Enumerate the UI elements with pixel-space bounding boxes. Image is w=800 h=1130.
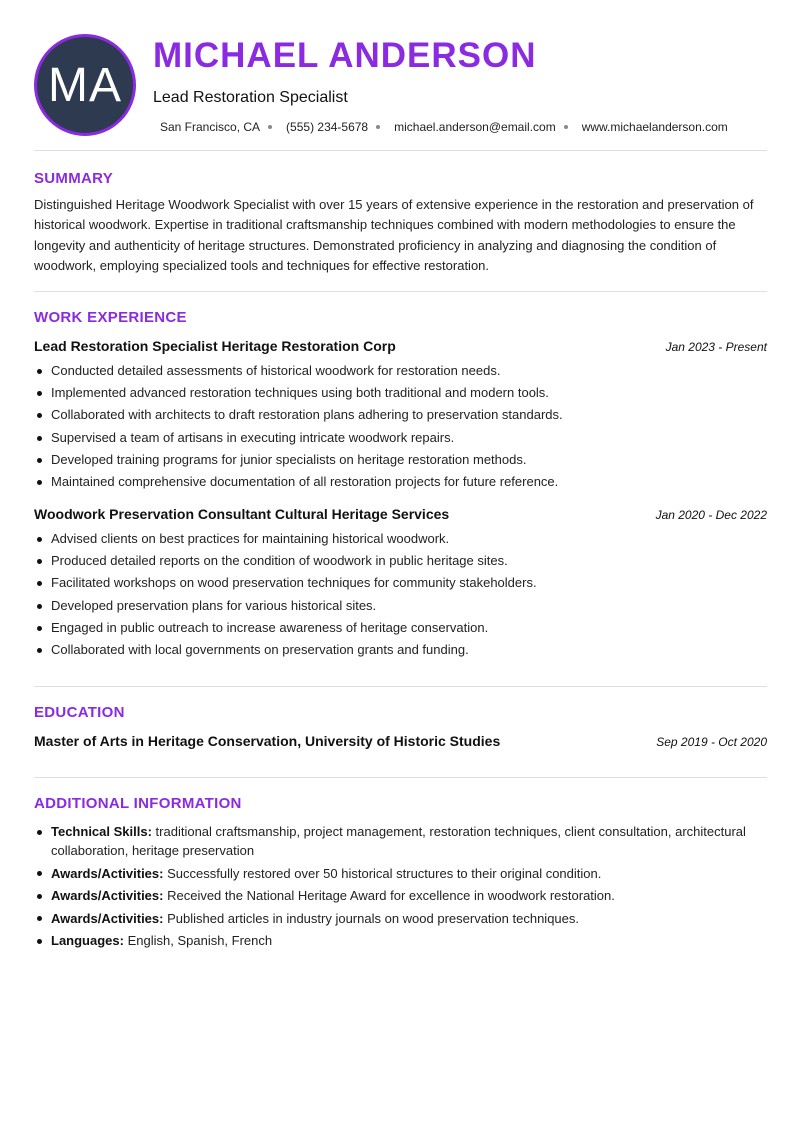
education-degree: Master of Arts in Heritage Conservation, University of Historic Studies [34, 733, 501, 749]
list-item [34, 886, 769, 905]
list-item: Supervised a team of artisans in executing intricate woodwork repairs. [34, 427, 769, 449]
divider [34, 291, 767, 292]
list-item: Collaborated with architects to draft restoration plans adhering to preservation standards. [34, 404, 769, 426]
candidate-name: MICHAEL ANDERSON [153, 36, 537, 75]
list-item [34, 931, 769, 950]
separator-dot [564, 125, 568, 129]
list-item: Developed preservation plans for various historical sites. [34, 595, 769, 617]
divider [34, 777, 767, 778]
list-item: Produced detailed reports on the condition of woodwork in public heritage sites. [34, 550, 769, 572]
list-item: Facilitated workshops on wood preservation techniques for community stakeholders. [34, 572, 769, 594]
job-dates: Jan 2020 - Dec 2022 [655, 508, 767, 522]
education-dates: Sep 2019 - Oct 2020 [656, 735, 767, 749]
contact-bar [160, 120, 728, 134]
list-item [34, 909, 769, 928]
item-label: Awards/Activities: [51, 910, 164, 926]
list-item: Advised clients on best practices for maintaining historical woodwork. [34, 528, 769, 550]
education-heading: EDUCATION [34, 704, 125, 721]
separator-dot [376, 125, 380, 129]
list-item [34, 822, 769, 860]
contact-location: San Francisco, CA [160, 120, 261, 134]
avatar [34, 34, 136, 136]
item-text: English, Spanish, French [127, 933, 273, 948]
summary-text: Distinguished Heritage Woodwork Specialist with over 15 years of extensive experience in the restoration and preservation of historical woodwork. Expertise in traditional craftsmanship techniques combined with modern methodologies to ensure the longevity and authenticity of heritage structures. Demonstrated proficiency in analyzing and diagnosing the condition of woodwork, employing specialized tools and techniques for effective restoration. [34, 197, 754, 273]
job-title: Lead Restoration Specialist Heritage Restoration Corp [34, 338, 396, 354]
item-label: Technical Skills: [51, 824, 152, 839]
contact-website[interactable]: www.michaelanderson.com [581, 120, 728, 134]
candidate-role: Lead Restoration Specialist [153, 89, 348, 106]
list-item: Developed training programs for junior specialists on heritage restoration methods. [34, 449, 769, 471]
list-item: Conducted detailed assessments of historical woodwork for restoration needs. [34, 360, 769, 382]
item-text: Received the National Heritage Award for excellence in woodwork restoration. [167, 888, 615, 903]
job-bullets [34, 528, 769, 661]
item-label: Languages: [51, 933, 124, 948]
list-item: Implemented advanced restoration techniques using both traditional and modern tools. [34, 382, 769, 404]
item-text: Published articles in industry journals on wood preservation techniques. [167, 910, 579, 926]
additional-heading: ADDITIONAL INFORMATION [34, 795, 242, 812]
item-text: traditional craftsmanship, project management, restoration techniques, client consultation, architectural collaboration, heritage preservation [51, 824, 746, 858]
experience-heading: WORK EXPERIENCE [34, 309, 187, 326]
job-title: Woodwork Preservation Consultant Cultural Heritage Services [34, 506, 450, 522]
avatar-initials: MA [48, 58, 122, 112]
divider [34, 686, 767, 687]
divider [34, 150, 767, 151]
summary-heading: SUMMARY [34, 170, 114, 187]
job-dates: Jan 2023 - Present [665, 340, 767, 354]
item-label: Awards/Activities: [51, 865, 164, 881]
item-text: Successfully restored over 50 historical structures to their original condition. [167, 865, 602, 881]
contact-phone: (555) 234-5678 [286, 120, 369, 134]
item-label: Awards/Activities: [51, 888, 164, 903]
additional-list [34, 822, 769, 954]
contact-email[interactable]: michael.anderson@email.com [394, 120, 556, 134]
list-item: Maintained comprehensive documentation of all restoration projects for future reference. [34, 471, 769, 493]
list-item: Collaborated with local governments on preservation grants and funding. [34, 639, 769, 661]
list-item [34, 864, 769, 883]
separator-dot [268, 125, 272, 129]
job-bullets [34, 360, 769, 493]
list-item: Engaged in public outreach to increase awareness of heritage conservation. [34, 617, 769, 639]
